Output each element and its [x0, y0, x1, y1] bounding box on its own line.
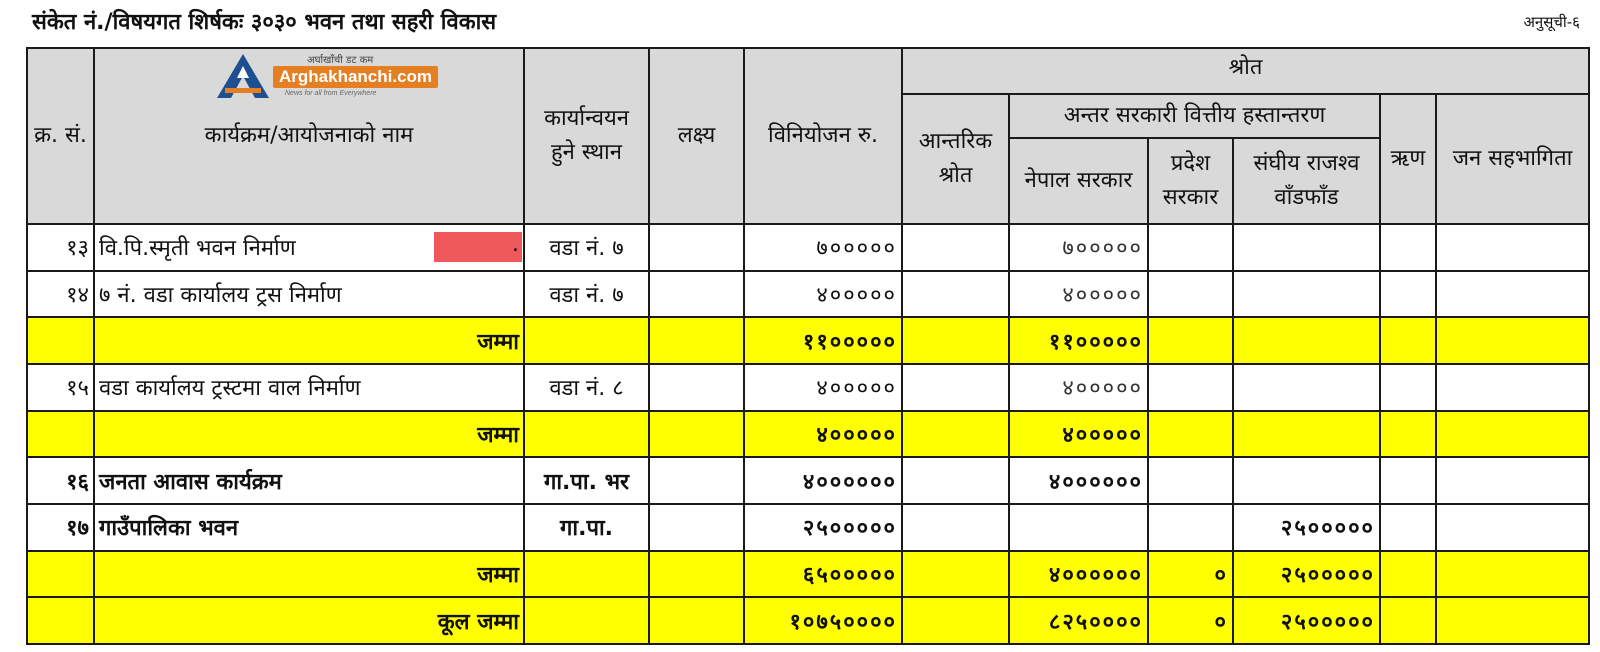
row-internal [902, 597, 1009, 644]
row-target [649, 597, 744, 644]
row-sn: १३ [27, 224, 94, 271]
row-loan [1380, 504, 1436, 551]
row-name: कूल जम्मा [94, 597, 524, 644]
col-header-nepal-govt: नेपाल सरकार [1009, 138, 1148, 224]
row-federal-revenue [1233, 411, 1380, 458]
row-location [524, 411, 649, 458]
table-row [27, 457, 1589, 504]
row-target [649, 551, 744, 598]
row-allocation: ४००००० [744, 364, 902, 411]
row-sn [27, 317, 94, 364]
row-name: जम्मा [94, 317, 524, 364]
row-internal [902, 504, 1009, 551]
row-province-govt [1148, 504, 1233, 551]
table-row [27, 504, 1589, 551]
row-name: गाउँपालिका भवन [94, 504, 524, 551]
annex-label: अनुसूची-६ [1523, 13, 1580, 31]
row-location: वडा नं. ७ [524, 271, 649, 318]
table-row [27, 411, 1589, 458]
row-public-participation [1436, 271, 1589, 318]
row-federal-revenue [1233, 224, 1380, 271]
row-province-govt [1148, 364, 1233, 411]
budget-table [26, 47, 1590, 645]
row-internal [902, 457, 1009, 504]
watermark-tagline: अर्घाखाँची डट कम [307, 55, 374, 66]
row-province-govt [1148, 411, 1233, 458]
col-header-internal: आन्तरिक श्रोत [902, 94, 1009, 224]
row-target [649, 364, 744, 411]
row-sn: १६ [27, 457, 94, 504]
row-sn: १५ [27, 364, 94, 411]
row-federal-revenue [1233, 364, 1380, 411]
row-internal [902, 317, 1009, 364]
row-allocation: ११००००० [744, 317, 902, 364]
row-province-govt: ० [1148, 597, 1233, 644]
row-name: जम्मा [94, 551, 524, 598]
row-sn [27, 597, 94, 644]
col-header-public-participation: जन सहभागिता [1436, 94, 1589, 224]
row-name: जम्मा [94, 411, 524, 458]
col-header-sn: क्र. सं. [27, 48, 94, 224]
row-nepal-govt: ४००००० [1009, 364, 1148, 411]
row-internal [902, 411, 1009, 458]
row-federal-revenue: २५००००० [1233, 597, 1380, 644]
col-header-location: कार्यान्वयन हुने स्थान [524, 48, 649, 224]
row-name: वडा कार्यालय ट्रस्टमा वाल निर्माण [94, 364, 524, 411]
row-federal-revenue: २५००००० [1233, 551, 1380, 598]
row-allocation: १०७५०००० [744, 597, 902, 644]
row-loan [1380, 271, 1436, 318]
row-public-participation [1436, 411, 1589, 458]
row-internal [902, 364, 1009, 411]
row-location [524, 597, 649, 644]
row-loan [1380, 224, 1436, 271]
row-sn [27, 411, 94, 458]
table-body [27, 224, 1589, 644]
col-header-intergov: अन्तर सरकारी वित्तीय हस्तान्तरण [1009, 94, 1380, 138]
row-allocation: ७००००० [744, 224, 902, 271]
page-title: संकेत नं./विषयगत शिर्षकः ३०३० भवन तथा सहरी विकास [32, 10, 497, 35]
watermark-name: Arghakhanchi.com [273, 66, 438, 88]
col-header-province-govt: प्रदेश सरकार [1148, 138, 1233, 224]
row-nepal-govt: ११००००० [1009, 317, 1148, 364]
row-internal [902, 551, 1009, 598]
row-province-govt [1148, 317, 1233, 364]
table-row [27, 597, 1589, 644]
row-location: गा.पा. [524, 504, 649, 551]
row-target [649, 504, 744, 551]
row-nepal-govt: ४०००००० [1009, 551, 1148, 598]
row-province-govt: ० [1148, 551, 1233, 598]
row-federal-revenue [1233, 271, 1380, 318]
watermark-slogan: News for all from Everywhere [285, 90, 377, 97]
a-letter-logo-icon [215, 52, 271, 100]
table-row [27, 317, 1589, 364]
col-header-name: कार्यक्रम/आयोजनाको नाम [94, 48, 524, 224]
row-province-govt [1148, 271, 1233, 318]
row-allocation: ६५००००० [744, 551, 902, 598]
row-location [524, 317, 649, 364]
row-province-govt [1148, 224, 1233, 271]
row-nepal-govt: ८२५०००० [1009, 597, 1148, 644]
row-federal-revenue [1233, 457, 1380, 504]
row-nepal-govt [1009, 504, 1148, 551]
col-header-loan: ऋण [1380, 94, 1436, 224]
row-loan [1380, 597, 1436, 644]
row-target [649, 317, 744, 364]
row-allocation: ४०००००० [744, 457, 902, 504]
row-location: वडा नं. ८ [524, 364, 649, 411]
col-header-target: लक्ष्य [649, 48, 744, 224]
row-federal-revenue [1233, 317, 1380, 364]
row-name-suffix: . [512, 232, 519, 258]
row-province-govt [1148, 457, 1233, 504]
row-loan [1380, 411, 1436, 458]
row-location: वडा नं. ७ [524, 224, 649, 271]
row-public-participation [1436, 364, 1589, 411]
row-allocation: ४००००० [744, 411, 902, 458]
table-row [27, 224, 1589, 271]
row-public-participation [1436, 317, 1589, 364]
col-header-federal-revenue: संघीय राजश्व वाँडफाँड [1233, 138, 1380, 224]
table-row [27, 551, 1589, 598]
row-allocation: ४००००० [744, 271, 902, 318]
row-location [524, 551, 649, 598]
row-target [649, 457, 744, 504]
row-nepal-govt: ७००००० [1009, 224, 1148, 271]
row-public-participation [1436, 551, 1589, 598]
row-loan [1380, 457, 1436, 504]
row-loan [1380, 364, 1436, 411]
row-nepal-govt: ४०००००० [1009, 457, 1148, 504]
row-public-participation [1436, 457, 1589, 504]
row-loan [1380, 551, 1436, 598]
watermark-logo [215, 50, 445, 102]
row-sn: १७ [27, 504, 94, 551]
row-target [649, 224, 744, 271]
row-internal [902, 224, 1009, 271]
row-target [649, 271, 744, 318]
redaction-mark [434, 232, 522, 262]
col-header-allocation: विनियोजन रु. [744, 48, 902, 224]
row-public-participation [1436, 504, 1589, 551]
table-row [27, 364, 1589, 411]
row-public-participation [1436, 597, 1589, 644]
row-allocation: २५००००० [744, 504, 902, 551]
row-location: गा.पा. भर [524, 457, 649, 504]
row-nepal-govt: ४००००० [1009, 271, 1148, 318]
row-internal [902, 271, 1009, 318]
row-name: वि.पि.स्मृती भवन निर्माण . [94, 224, 524, 271]
col-header-source: श्रोत [902, 48, 1589, 94]
row-target [649, 411, 744, 458]
row-loan [1380, 317, 1436, 364]
row-name: जनता आवास कार्यक्रम [94, 457, 524, 504]
row-name: ७ नं. वडा कार्यालय ट्रस निर्माण [94, 271, 524, 318]
row-federal-revenue: २५००००० [1233, 504, 1380, 551]
row-sn [27, 551, 94, 598]
row-sn: १४ [27, 271, 94, 318]
table-row [27, 271, 1589, 318]
row-public-participation [1436, 224, 1589, 271]
row-nepal-govt: ४००००० [1009, 411, 1148, 458]
